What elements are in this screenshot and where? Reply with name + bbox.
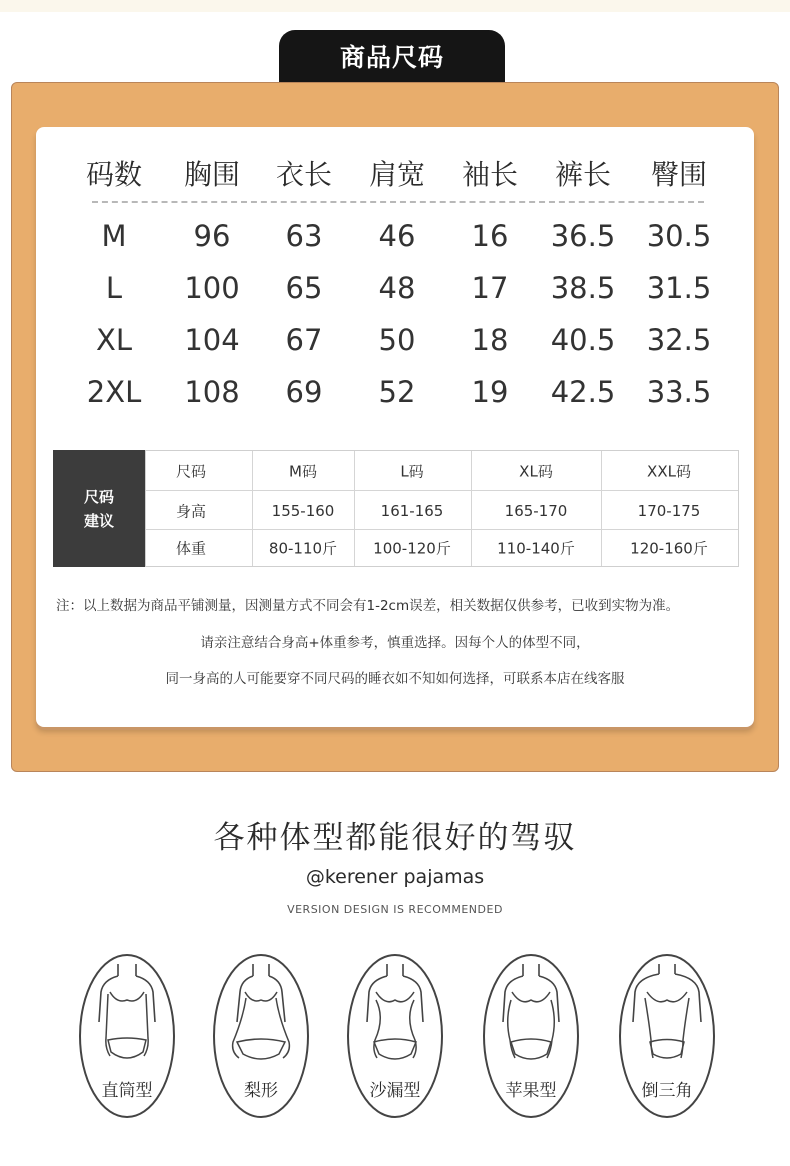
table-cell: 16 — [471, 219, 509, 253]
body-type-label: 苹果型 — [505, 1081, 557, 1101]
size-table-header — [36, 153, 754, 193]
row-divider — [146, 490, 738, 491]
table-cell: L码 — [400, 462, 424, 481]
body-type-apple — [481, 952, 581, 1120]
row-header: 尺码 — [176, 462, 207, 481]
body-type-label: 直筒型 — [101, 1081, 153, 1101]
section-title: 商品尺码 — [339, 43, 444, 72]
brand-handle: @kerener pajamas — [305, 866, 485, 888]
table-cell: 19 — [471, 375, 509, 409]
table-cell: 17 — [471, 271, 509, 305]
contact-note: 同一身高的人可能要穿不同尺码的睡衣如不知如何选择，可联系本店在线客服 — [165, 671, 625, 687]
table-cell: 161-165 — [380, 502, 444, 520]
size-card — [36, 127, 754, 727]
body-type-label: 倒三角 — [641, 1081, 693, 1101]
table-cell: 36.5 — [550, 219, 616, 253]
table-cell: 108 — [184, 375, 240, 409]
header-cell: 肩宽 — [368, 158, 426, 191]
table-cell: M — [101, 219, 127, 253]
measurement-note: 注：以上数据为商品平铺测量，因测量方式不同会有1-2cm误差，相关数据仅供参考，已收到实物为准。 — [56, 598, 680, 614]
header-cell: 胸围 — [183, 158, 241, 191]
table-cell: 80-110斤 — [268, 539, 338, 558]
selection-note: 请亲注意结合身高+体重参考，慎重选择。因每个人的体型不同， — [200, 635, 590, 651]
body-type-straight — [77, 952, 177, 1120]
table-cell: 30.5 — [646, 219, 712, 253]
table-cell: 2XL — [86, 375, 142, 409]
table-cell: 65 — [285, 271, 323, 305]
row-divider — [146, 529, 738, 530]
column-divider — [252, 451, 253, 566]
table-cell: 18 — [471, 323, 509, 357]
table-cell: 46 — [378, 219, 416, 253]
header-cell: 裤长 — [554, 158, 612, 191]
body-types-subtitle: VERSION DESIGN IS RECOMMENDED — [287, 903, 503, 916]
body-types-title: 各种体型都能很好的驾驭 — [213, 820, 577, 856]
size-recommendation-table — [53, 450, 739, 567]
recommendation-label-line: 尺码 — [83, 487, 114, 506]
table-cell: XL — [95, 323, 133, 357]
body-type-label: 沙漏型 — [369, 1081, 421, 1101]
table-cell: 100-120斤 — [373, 539, 451, 558]
header-cell: 袖长 — [461, 158, 519, 191]
table-cell: 42.5 — [550, 375, 616, 409]
table-cell: 31.5 — [646, 271, 712, 305]
dashed-divider — [92, 201, 704, 203]
column-divider — [354, 451, 355, 566]
table-cell: L — [105, 271, 123, 305]
table-cell: 48 — [378, 271, 416, 305]
table-cell: 40.5 — [550, 323, 616, 357]
table-cell: 69 — [285, 375, 323, 409]
table-cell: 50 — [378, 323, 416, 357]
table-cell: 38.5 — [550, 271, 616, 305]
size-row-l — [36, 271, 754, 311]
table-cell: XL码 — [519, 462, 553, 481]
table-cell: 120-160斤 — [630, 539, 708, 558]
table-cell: 96 — [193, 219, 231, 253]
body-type-hourglass — [345, 952, 445, 1120]
table-cell: 52 — [378, 375, 416, 409]
table-cell: 100 — [184, 271, 240, 305]
recommendation-grid — [145, 450, 739, 567]
size-row-m — [36, 219, 754, 259]
recommendation-label — [53, 450, 145, 567]
size-row-xl — [36, 323, 754, 363]
table-cell: 32.5 — [646, 323, 712, 357]
body-type-pear — [211, 952, 311, 1120]
table-cell: 63 — [285, 219, 323, 253]
header-cell: 码数 — [85, 158, 143, 191]
column-divider — [601, 451, 602, 566]
header-cell: 臀围 — [650, 158, 708, 191]
table-cell: 110-140斤 — [497, 539, 575, 558]
table-cell: 104 — [184, 323, 240, 357]
table-cell: XXL码 — [647, 462, 691, 481]
row-header: 身高 — [176, 502, 207, 521]
table-cell: 67 — [285, 323, 323, 357]
table-cell: 170-175 — [637, 502, 701, 520]
size-row-2xl — [36, 375, 754, 415]
column-divider — [471, 451, 472, 566]
body-type-inverted-triangle — [617, 952, 717, 1120]
recommendation-label-line: 建议 — [83, 511, 114, 530]
row-header: 体重 — [176, 539, 207, 558]
section-title-tab — [279, 30, 505, 82]
table-cell: 33.5 — [646, 375, 712, 409]
table-cell: 165-170 — [504, 502, 568, 520]
table-cell: M码 — [289, 462, 317, 481]
top-strip — [0, 0, 790, 12]
table-cell: 155-160 — [271, 502, 335, 520]
body-type-label: 梨形 — [244, 1081, 278, 1101]
header-cell: 衣长 — [275, 158, 333, 191]
